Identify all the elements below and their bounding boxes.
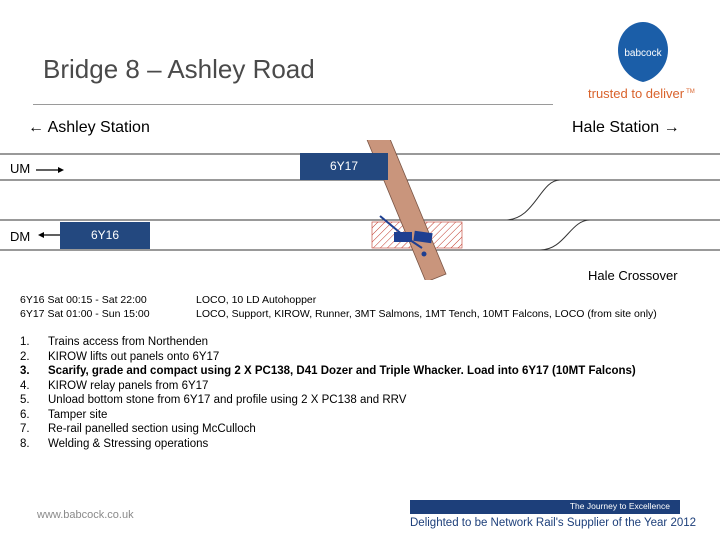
train-6y16-label: 6Y16 [90, 228, 120, 242]
footer-banner-bottom-text: Delighted to be Network Rail's Supplier of the Year 2012 [410, 517, 697, 529]
possession-consist: LOCO, Support, KIROW, Runner, 3MT Salmons, 1MT Tench, 10MT Falcons, LOCO (from site only) [196, 308, 657, 320]
train-6y17 [300, 153, 388, 180]
footer-banner-top [410, 500, 680, 514]
possession-table [20, 293, 710, 321]
step-text: KIROW lifts out panels onto 6Y17 [48, 350, 220, 363]
station-left-label: ← Ashley Station [28, 119, 150, 136]
up-main-label: UM [10, 161, 31, 176]
step-number: 1. [20, 336, 30, 348]
step-text: Scarify, grade and compact using 2 X PC138, D41 Dozer and Triple Whacker. Load into 6Y17 (10MT Falcons) [48, 365, 636, 377]
down-arrowhead [38, 232, 44, 238]
step-number: 8. [20, 437, 30, 450]
footer-banner-top-text: The Journey to Excellence [569, 501, 670, 511]
method-steps-list [20, 335, 710, 451]
possession-train: 6Y16 Sat 00:15 - Sat 22:00 [20, 294, 147, 306]
step-text: Re-rail panelled section using McCulloch [48, 423, 256, 435]
logo-tagline-text: trusted to deliver [588, 86, 685, 101]
crossover-curve-down [540, 220, 620, 250]
logo-tm: TM [686, 88, 695, 95]
step-text: Tamper site [48, 408, 108, 421]
step-item [20, 408, 710, 423]
step-number: 7. [20, 423, 30, 435]
possession-row [20, 307, 710, 321]
step-item [20, 335, 710, 350]
down-main-label: DM [10, 229, 31, 244]
title-divider [33, 104, 553, 105]
footer-url[interactable]: www.babcock.co.uk [37, 509, 134, 521]
step-item [20, 422, 710, 437]
step-number: 6. [20, 408, 30, 421]
crossover-curve-up [505, 180, 610, 220]
step-item [20, 379, 710, 394]
possession-row [20, 293, 710, 307]
step-item [20, 350, 710, 365]
step-number: 2. [20, 350, 30, 363]
crossover-label: Hale Crossover [588, 268, 678, 283]
step-item [20, 364, 710, 379]
step-item [20, 437, 710, 452]
step-text: Unload bottom stone from 6Y17 and profile using 2 X PC138 and RRV [48, 394, 407, 406]
slide-title: Bridge 8 – Ashley Road [43, 54, 315, 84]
logo-brand-text: babcock [624, 48, 662, 59]
step-number: 3. [20, 365, 30, 377]
babcock-logo [614, 20, 672, 84]
step-item [20, 393, 710, 408]
possession-consist: LOCO, 10 LD Autohopper [196, 294, 317, 306]
logo-tagline [588, 86, 695, 101]
step-text: KIROW relay panels from 6Y17 [48, 379, 209, 392]
step-number: 5. [20, 394, 30, 406]
step-text: Welding & Stressing operations [48, 437, 209, 450]
train-6y17-label: 6Y17 [329, 159, 359, 173]
footer-banner-bottom [410, 515, 697, 533]
step-text: Trains access from Northenden [48, 336, 209, 348]
up-arrowhead [58, 167, 64, 173]
step-number: 4. [20, 379, 30, 392]
station-right-label: Hale Station → [572, 119, 680, 136]
train-6y16 [60, 222, 150, 249]
possession-train: 6Y17 Sat 01:00 - Sun 15:00 [20, 308, 150, 320]
